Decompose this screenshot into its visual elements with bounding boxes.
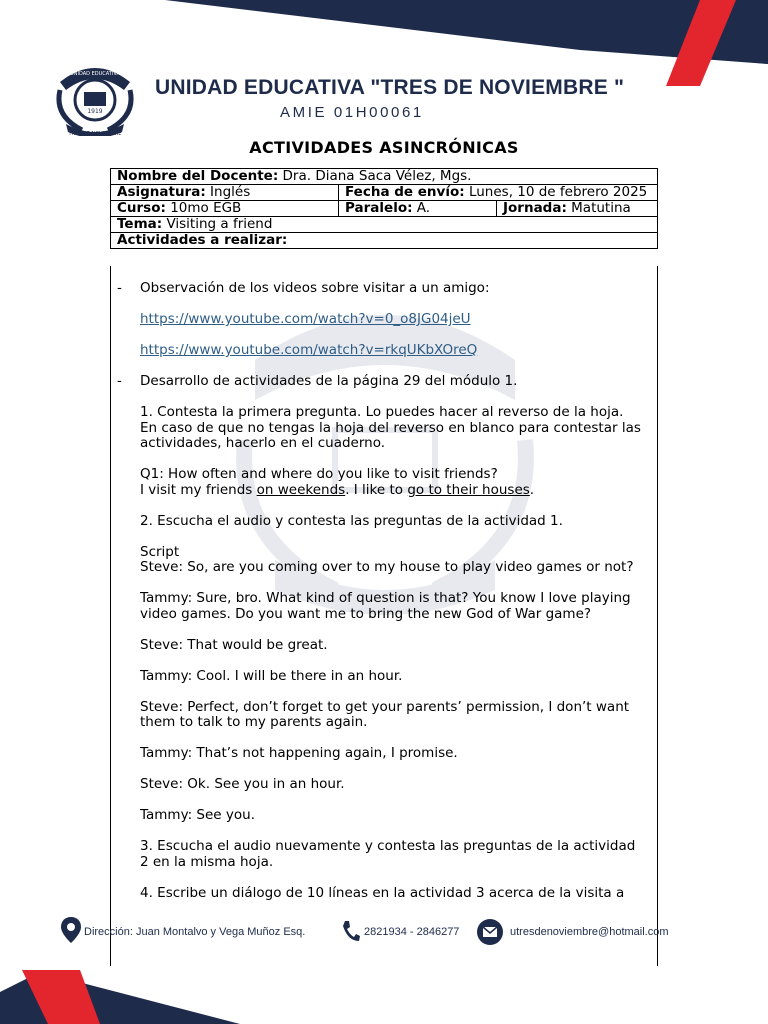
logo-year: 1919 [87,108,103,115]
video-link-1[interactable]: https://www.youtube.com/watch?v=0_o8JG04jeU [140,311,471,327]
bullet-dash: - [117,280,122,296]
asignatura-cell [111,185,339,201]
table-row [111,185,658,201]
table-row [111,201,658,217]
fecha-label: Fecha de envío: [345,184,465,200]
curso-value: 10mo EGB [170,200,242,216]
paralelo-label: Paralelo: [345,200,413,216]
school-name: UNIDAD EDUCATIVA "TRES DE NOVIEMBRE " [155,76,625,99]
answer-pre: I visit my friends [140,481,257,498]
footer-phone: 2821934 - 2846277 [364,926,460,938]
jornada-cell [497,201,658,217]
example-answer [117,467,642,498]
video-link-2[interactable]: https://www.youtube.com/watch?v=rkqUKbXOreQ [140,342,478,358]
school-logo [52,60,138,136]
script-line: Tammy: Sure, bro. What kind of question is that? You know I love playing video games. Do you want me to bring the new God of War game? [140,590,631,622]
fecha-value: Lunes, 10 de febrero 2025 [468,184,648,200]
activity-item-1-text: Observación de los videos sobre visitar a un amigo: [140,280,490,296]
activity-item-1 [117,281,642,297]
table-row [111,217,658,233]
amie-code: AMIE 01H00061 [280,104,424,121]
docente-label: Nombre del Docente: [117,168,279,184]
document-title: ACTIVIDADES ASINCRÓNICAS [249,138,519,157]
actividades-label: Actividades a realizar: [117,232,288,248]
tema-label: Tema: [117,216,163,232]
question-1: Q1: How often and where do you like to visit friends? [140,466,498,482]
footer-contact [60,916,700,946]
paralelo-cell [339,201,497,217]
answer-underlined-1: on weekends [256,481,346,498]
activity-item-2-text: Desarrollo de actividades de la página 29 del módulo 1. [140,373,518,389]
paralelo-value: A. [416,200,431,216]
script-line: Steve: That would be great. [140,636,328,653]
answer-mid: . I like to [345,481,408,498]
jornada-value: Matutina [571,200,631,216]
footer-address: Dirección: Juan Montalvo y Vega Muñoz Esq. [84,926,306,938]
step-3: 3. Escucha el audio nuevamente y contesta las preguntas de la actividad 2 en la misma hoja. [140,838,636,870]
docente-cell [111,169,658,185]
phone-icon [342,920,360,942]
script-line: Tammy: See you. [140,807,256,823]
fecha-cell [339,185,658,201]
curso-cell [111,201,339,217]
actividades-cell [111,233,658,249]
docente-value: Dra. Diana Saca Vélez, Mgs. [282,168,472,184]
step-2: 2. Escucha el audio y contesta las preguntas de la actividad 1. [140,512,563,529]
script-block [117,545,642,576]
step-1: 1. Contesta la primera pregunta. Lo puedes hacer al reverso de la hoja. En caso de que no tengas la hoja del reverso en blanco para contestar las actividades, hacerlo en el cuaderno. [140,404,641,451]
script-line: Tammy: That’s not happening again, I promise. [140,745,458,761]
table-row [111,233,658,249]
script-line: Tammy: Cool. I will be there in an hour. [140,667,403,684]
table-row [111,169,658,185]
script-label: Script [140,543,180,560]
jornada-label: Jornada: [503,200,567,216]
location-icon [60,916,82,944]
script-line: Steve: Perfect, don’t forget to get your parents’ permission, I don’t want them to talk to my parents again. [140,698,630,730]
tema-value: Visiting a friend [166,216,273,232]
email-icon [476,918,504,946]
tema-cell [111,217,658,233]
asignatura-label: Asignatura: [117,184,206,200]
footer-decoration [0,960,768,1024]
logo-top-text: UNIDAD EDUCATIVA [70,71,120,77]
activities-content [117,281,642,917]
info-table [110,168,658,249]
answer-underlined-2: go to their houses [407,481,530,498]
script-line: Steve: So, are you coming over to my house to play video games or not? [140,559,634,575]
footer-email[interactable]: utresdenoviembre@hotmail.com [510,926,669,938]
bullet-dash: - [117,373,122,389]
curso-label: Curso: [117,200,166,216]
answer-post: . [529,481,535,498]
asignatura-value: Inglés [210,184,251,200]
logo-bottom-text: TRES DE NOVIEMBRE [68,131,122,136]
script-line: Steve: Ok. See you in an hour. [140,776,345,792]
step-4: 4. Escribe un diálogo de 10 líneas en la actividad 3 acerca de la visita a [140,884,625,901]
activity-item-2 [117,374,642,390]
